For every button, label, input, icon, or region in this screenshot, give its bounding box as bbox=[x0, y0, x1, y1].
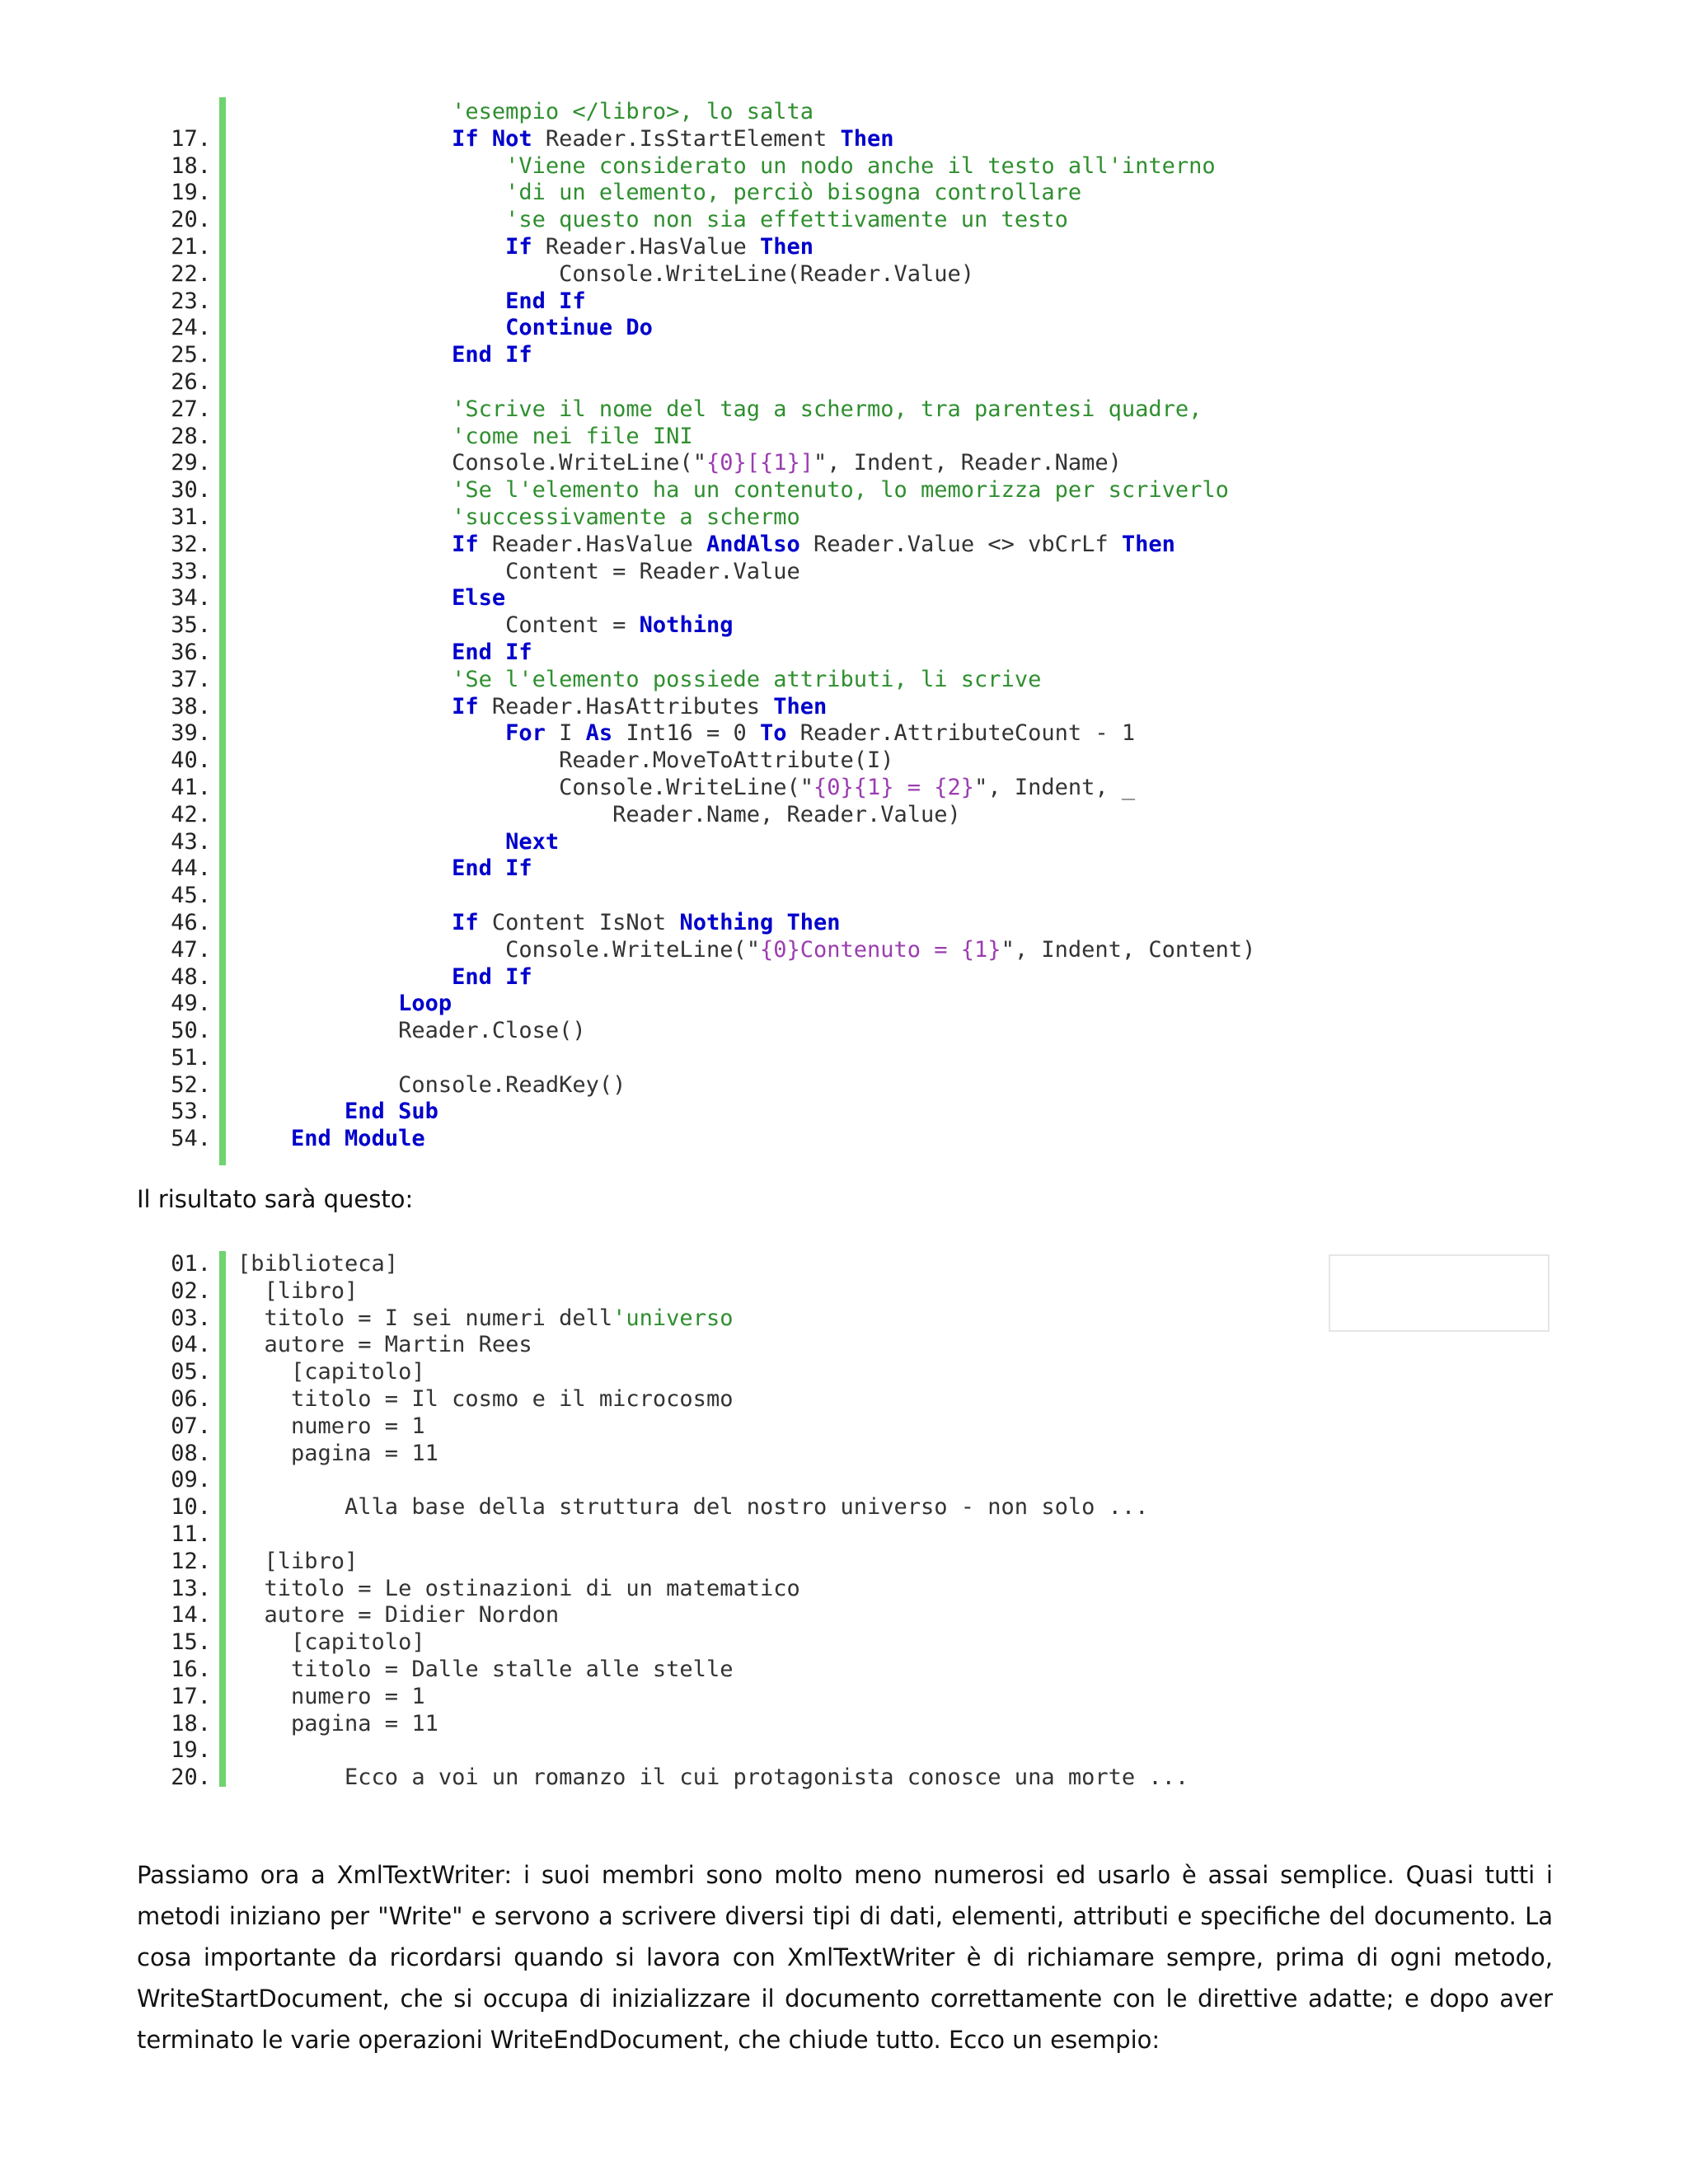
code-token: Reader.Close() bbox=[398, 1018, 586, 1044]
code-line bbox=[132, 828, 560, 856]
line-number: 51. bbox=[171, 1044, 211, 1071]
line-number: 18. bbox=[171, 152, 211, 179]
code-line bbox=[132, 1385, 734, 1413]
code-text bbox=[237, 126, 894, 153]
code-text bbox=[237, 1413, 425, 1441]
code-token: Nothing Then bbox=[679, 909, 841, 935]
code-text bbox=[237, 1711, 438, 1738]
code-text bbox=[237, 424, 693, 451]
code-token bbox=[237, 1099, 345, 1124]
code-line bbox=[132, 1099, 438, 1126]
code-token: 'di un elemento, perciò bisogna controllare bbox=[505, 180, 1082, 206]
line-number: 36. bbox=[171, 639, 211, 665]
code-text bbox=[237, 937, 1255, 964]
line-number: 46. bbox=[171, 909, 211, 935]
code-block-1 bbox=[132, 99, 1256, 1153]
code-token bbox=[237, 477, 452, 503]
code-line bbox=[132, 260, 975, 288]
code-line bbox=[132, 152, 1216, 180]
code-token: For bbox=[505, 720, 546, 747]
code-block-2-bar bbox=[219, 1251, 226, 1787]
code-line bbox=[132, 855, 532, 883]
code-line bbox=[132, 1277, 359, 1305]
code-text bbox=[237, 1441, 438, 1468]
code-token: ", Indent, Reader.Name) bbox=[814, 450, 1122, 476]
code-token bbox=[237, 180, 505, 205]
code-line bbox=[132, 1413, 425, 1441]
code-line bbox=[132, 666, 1042, 694]
code-token: Next bbox=[505, 828, 560, 855]
code-text bbox=[237, 153, 1216, 180]
code-token: 'esempio </libro>, lo salta bbox=[452, 99, 814, 124]
code-text bbox=[237, 1018, 586, 1045]
code-token: Reader.HasValue bbox=[532, 233, 760, 260]
code-text bbox=[237, 612, 733, 640]
line-number: 12. bbox=[171, 1548, 211, 1574]
code-token bbox=[237, 288, 505, 314]
code-token: Console.WriteLine(" bbox=[505, 936, 760, 963]
code-token bbox=[237, 1018, 398, 1043]
code-token bbox=[237, 450, 452, 476]
code-token bbox=[237, 667, 452, 692]
code-token: titolo = Le ostinazioni di un matematico bbox=[237, 1575, 800, 1601]
code-token: 'successivamente a schermo bbox=[452, 504, 800, 530]
code-line bbox=[132, 748, 894, 775]
code-line bbox=[132, 1710, 438, 1738]
code-token bbox=[237, 937, 505, 963]
code-token: titolo = Dalle stalle alle stelle bbox=[237, 1656, 734, 1682]
code-line bbox=[132, 1332, 532, 1359]
code-line bbox=[132, 720, 1136, 748]
code-token: {0}{1} = {2} bbox=[814, 774, 975, 800]
code-token bbox=[237, 261, 559, 287]
code-text bbox=[237, 1332, 532, 1359]
line-number: 28. bbox=[171, 423, 211, 449]
code-token: End If bbox=[452, 342, 532, 368]
code-line bbox=[132, 1440, 438, 1468]
line-number: 05. bbox=[171, 1359, 211, 1385]
code-text bbox=[237, 1126, 425, 1153]
code-token bbox=[237, 559, 505, 584]
code-token bbox=[237, 694, 452, 719]
code-token: 'Scrive il nome del tag a schermo, tra parentesi quadre, bbox=[452, 396, 1203, 422]
code-line bbox=[132, 1071, 626, 1099]
code-token: End If bbox=[505, 288, 586, 314]
line-number: 03. bbox=[171, 1305, 211, 1331]
code-text bbox=[237, 288, 586, 316]
line-number: 17. bbox=[171, 125, 211, 152]
line-number: 01. bbox=[171, 1251, 211, 1277]
code-token: Int16 = 0 bbox=[612, 720, 760, 747]
code-text bbox=[237, 450, 1122, 477]
code-token: If bbox=[452, 531, 479, 557]
code-token bbox=[237, 153, 505, 179]
line-number: 18. bbox=[171, 1710, 211, 1736]
line-number: 02. bbox=[171, 1277, 211, 1304]
line-number: 52. bbox=[171, 1071, 211, 1098]
code-line bbox=[132, 1737, 211, 1765]
code-token: Then bbox=[1121, 531, 1175, 557]
line-number: 10. bbox=[171, 1494, 211, 1521]
code-text bbox=[237, 694, 827, 721]
code-token: I bbox=[545, 720, 586, 747]
code-line bbox=[132, 423, 693, 451]
code-token: End If bbox=[452, 855, 532, 882]
code-token bbox=[237, 126, 452, 152]
code-token: [capitolo] bbox=[237, 1629, 425, 1656]
code-token: Content IsNot bbox=[478, 909, 680, 935]
code-line bbox=[132, 612, 734, 640]
code-token: If bbox=[505, 233, 532, 260]
code-line bbox=[132, 1045, 211, 1072]
code-line bbox=[132, 1575, 800, 1603]
code-token: titolo = I sei numeri dell bbox=[237, 1305, 613, 1331]
code-line bbox=[132, 369, 211, 396]
code-line bbox=[132, 801, 961, 829]
code-text bbox=[237, 559, 800, 586]
code-token: 'Se l'elemento possiede attributi, li scrive bbox=[452, 666, 1042, 692]
code-token: End Sub bbox=[345, 1099, 438, 1125]
code-token: End If bbox=[452, 963, 532, 990]
code-token: Then bbox=[840, 125, 894, 152]
line-number: 30. bbox=[171, 477, 211, 504]
code-line bbox=[132, 936, 1256, 964]
code-line bbox=[132, 909, 841, 937]
code-line bbox=[132, 639, 532, 667]
code-token: Loop bbox=[398, 991, 452, 1017]
code-text bbox=[237, 396, 1202, 424]
code-token: If bbox=[452, 693, 479, 719]
code-token: 'come nei file INI bbox=[452, 423, 693, 449]
code-text bbox=[237, 1251, 398, 1278]
line-number: 45. bbox=[171, 883, 211, 909]
code-text bbox=[237, 180, 1081, 207]
code-line bbox=[132, 1521, 211, 1549]
code-token: Ecco a voi un romanzo il cui protagonista conosce una morte ... bbox=[237, 1765, 1189, 1791]
code-token bbox=[237, 585, 452, 611]
code-token: {0}Contenuto = {1} bbox=[759, 936, 1001, 963]
code-token: Reader.MoveToAttribute(I) bbox=[559, 748, 894, 774]
code-token bbox=[237, 396, 452, 422]
line-number: 49. bbox=[171, 991, 211, 1017]
code-text bbox=[237, 1386, 733, 1413]
line-number: 19. bbox=[171, 1737, 211, 1764]
code-token: End If bbox=[452, 639, 532, 665]
code-token: Console.WriteLine(Reader.Value) bbox=[559, 260, 975, 287]
code-line bbox=[132, 1359, 425, 1386]
code-text bbox=[237, 1684, 425, 1711]
code-token: autore = Martin Rees bbox=[237, 1332, 532, 1358]
code-token: {0}[{1}] bbox=[706, 450, 814, 476]
code-text bbox=[237, 342, 532, 369]
code-text bbox=[237, 477, 1229, 504]
code-token bbox=[237, 640, 452, 665]
code-text bbox=[237, 1549, 358, 1576]
code-token bbox=[237, 342, 452, 368]
code-text bbox=[237, 1576, 800, 1603]
code-token: [libro] bbox=[237, 1548, 359, 1574]
code-token bbox=[237, 910, 452, 935]
code-token: ", Indent, Content) bbox=[1001, 936, 1256, 963]
code-text bbox=[237, 1305, 733, 1333]
code-token: End Module bbox=[291, 1126, 425, 1152]
line-number: 08. bbox=[171, 1440, 211, 1466]
code-token: Alla base della struttura del nostro universo - non solo ... bbox=[237, 1494, 1149, 1521]
line-number: 04. bbox=[171, 1332, 211, 1358]
code-text bbox=[237, 1765, 1189, 1792]
code-token: If Not bbox=[452, 125, 532, 152]
code-token bbox=[237, 964, 452, 990]
code-token: AndAlso bbox=[706, 531, 800, 557]
body-paragraph: Passiamo ora a XmlTextWriter: i suoi membri sono molto meno numerosi ed usarlo è assai semplice. Quasi tutti i metodi iniziano per "Write" e servono a scrivere diversi tipi di dati, elementi, attributi e specifiche del documento. La cosa importante da ricordarsi quando si lavora con XmlTextWriter è di richiamare sempre, prima di ogni metodo, WriteStartDocument, che si occupa di inizializzare il documento correttamente con le direttive adatte; e dopo aver terminato le varie operazioni WriteEndDocument, che chiude tutto. Ecco un esempio: bbox=[137, 1861, 1553, 2054]
line-number: 19. bbox=[171, 180, 211, 206]
line-number: 31. bbox=[171, 504, 211, 530]
code-token: Console.ReadKey() bbox=[398, 1071, 626, 1098]
code-line bbox=[132, 991, 452, 1018]
code-token bbox=[237, 775, 559, 800]
code-text bbox=[237, 261, 974, 288]
code-token: Reader.HasAttributes bbox=[478, 693, 774, 719]
code-token: pagina = 11 bbox=[237, 1710, 438, 1736]
code-text bbox=[237, 748, 894, 775]
line-number: 20. bbox=[171, 1765, 211, 1791]
code-text bbox=[237, 1657, 733, 1684]
code-token: Then bbox=[759, 233, 814, 260]
code-text bbox=[237, 1278, 358, 1305]
line-number: 25. bbox=[171, 342, 211, 368]
code-token: Reader.HasValue bbox=[478, 531, 706, 557]
code-text bbox=[237, 964, 532, 991]
code-token: titolo = Il cosmo e il microcosmo bbox=[237, 1385, 734, 1412]
line-number: 35. bbox=[171, 612, 211, 639]
code-line bbox=[132, 180, 1082, 207]
code-text bbox=[237, 532, 1175, 559]
code-token: Reader.Name, Reader.Value) bbox=[612, 801, 961, 827]
code-line bbox=[132, 1602, 560, 1629]
code-line bbox=[132, 1683, 425, 1711]
code-line bbox=[132, 504, 800, 532]
code-token: 'universo bbox=[612, 1305, 734, 1331]
code-token: Reader.Value <> vbCrLf bbox=[799, 531, 1122, 557]
line-number: 13. bbox=[171, 1575, 211, 1601]
code-line bbox=[132, 207, 1068, 234]
code-line bbox=[132, 1126, 425, 1153]
line-number: 43. bbox=[171, 828, 211, 855]
code-token bbox=[237, 1072, 398, 1098]
code-token bbox=[237, 855, 452, 881]
code-text bbox=[237, 234, 814, 261]
code-token: [capitolo] bbox=[237, 1359, 425, 1385]
code-text bbox=[237, 1629, 425, 1657]
code-text bbox=[237, 829, 559, 856]
code-line bbox=[132, 585, 506, 612]
code-text bbox=[237, 315, 653, 342]
code-token: Continue Do bbox=[505, 315, 653, 341]
code-line bbox=[132, 1467, 211, 1494]
code-line bbox=[132, 774, 1136, 802]
line-number: 32. bbox=[171, 531, 211, 557]
line-number: 22. bbox=[171, 260, 211, 287]
code-token: autore = Didier Nordon bbox=[237, 1602, 560, 1629]
line-number: 09. bbox=[171, 1467, 211, 1493]
code-token bbox=[237, 748, 559, 773]
line-number: 38. bbox=[171, 693, 211, 719]
code-text bbox=[237, 802, 961, 829]
line-number: 17. bbox=[171, 1683, 211, 1709]
code-text bbox=[237, 910, 841, 937]
line-number: 34. bbox=[171, 585, 211, 612]
code-text bbox=[237, 1072, 626, 1099]
code-text bbox=[237, 1099, 438, 1126]
code-line bbox=[132, 1765, 1189, 1792]
line-number: 29. bbox=[171, 450, 211, 476]
code-line bbox=[132, 233, 814, 261]
code-line bbox=[132, 477, 1229, 504]
code-text bbox=[237, 775, 1135, 802]
empty-frame bbox=[1329, 1254, 1550, 1332]
code-line bbox=[132, 1629, 425, 1657]
code-token bbox=[237, 802, 612, 827]
line-number: 42. bbox=[171, 801, 211, 827]
code-token: As bbox=[585, 720, 613, 747]
code-line bbox=[132, 396, 1203, 424]
code-block-2 bbox=[132, 1251, 1189, 1792]
code-text bbox=[237, 640, 532, 667]
line-number: 53. bbox=[171, 1099, 211, 1125]
code-line bbox=[132, 883, 211, 910]
code-token bbox=[237, 1126, 291, 1151]
code-line bbox=[132, 315, 653, 342]
code-text bbox=[237, 504, 800, 532]
code-text bbox=[237, 1359, 425, 1386]
line-number: 24. bbox=[171, 315, 211, 341]
code-token: Then bbox=[773, 693, 828, 719]
code-text bbox=[237, 667, 1041, 694]
code-token bbox=[237, 424, 452, 449]
code-line bbox=[132, 1656, 734, 1684]
line-number: 20. bbox=[171, 207, 211, 233]
result-label: Il risultato sarà questo: bbox=[137, 1185, 414, 1213]
code-token: pagina = 11 bbox=[237, 1440, 438, 1466]
line-number: 47. bbox=[171, 936, 211, 963]
line-number: 37. bbox=[171, 666, 211, 692]
code-token bbox=[237, 207, 505, 232]
code-line bbox=[132, 1018, 586, 1045]
code-block-1-bar bbox=[219, 97, 226, 1165]
code-text bbox=[237, 585, 505, 612]
line-number: 23. bbox=[171, 288, 211, 314]
code-line bbox=[132, 558, 800, 586]
line-number: 11. bbox=[171, 1521, 211, 1547]
code-token bbox=[237, 720, 505, 746]
code-line bbox=[132, 1251, 399, 1278]
code-token: ", Indent, _ bbox=[974, 774, 1136, 800]
code-token: 'Se l'elemento ha un contenuto, lo memorizza per scriverlo bbox=[452, 477, 1229, 504]
code-token: Reader.AttributeCount - 1 bbox=[786, 720, 1136, 747]
line-number: 16. bbox=[171, 1656, 211, 1682]
code-token bbox=[237, 234, 505, 260]
code-text bbox=[237, 99, 814, 126]
line-number: 14. bbox=[171, 1602, 211, 1629]
code-token: Content = Reader.Value bbox=[505, 558, 800, 584]
code-line bbox=[132, 963, 532, 991]
line-number: 54. bbox=[171, 1126, 211, 1152]
line-number: 50. bbox=[171, 1018, 211, 1044]
line-number: 41. bbox=[171, 774, 211, 800]
code-token: numero = 1 bbox=[237, 1683, 425, 1709]
code-token: [libro] bbox=[237, 1277, 359, 1304]
line-number: 44. bbox=[171, 855, 211, 882]
code-token: Console.WriteLine(" bbox=[452, 450, 706, 476]
code-token: Console.WriteLine(" bbox=[559, 774, 814, 800]
code-text bbox=[237, 720, 1135, 748]
line-number: 40. bbox=[171, 748, 211, 774]
line-number: 39. bbox=[171, 720, 211, 747]
code-token bbox=[237, 991, 398, 1016]
code-token: 'se questo non sia effettivamente un testo bbox=[505, 207, 1068, 233]
code-line bbox=[132, 342, 532, 369]
code-text bbox=[237, 1494, 1148, 1521]
code-line bbox=[132, 531, 1175, 559]
code-token bbox=[237, 504, 452, 530]
code-token: 'Viene considerato un nodo anche il testo all'interno bbox=[505, 152, 1216, 179]
code-token: If bbox=[452, 909, 479, 935]
line-number: 27. bbox=[171, 396, 211, 422]
code-line bbox=[132, 693, 828, 721]
line-number: 26. bbox=[171, 368, 211, 395]
code-line bbox=[132, 1548, 359, 1576]
code-token bbox=[237, 829, 505, 855]
code-token: Content = bbox=[505, 612, 640, 639]
line-number: 15. bbox=[171, 1629, 211, 1656]
code-token: Nothing bbox=[639, 612, 734, 639]
code-line bbox=[132, 288, 586, 316]
line-number: 48. bbox=[171, 963, 211, 990]
code-token bbox=[237, 612, 505, 638]
code-text bbox=[237, 207, 1068, 234]
code-token bbox=[237, 315, 505, 340]
code-token: numero = 1 bbox=[237, 1413, 425, 1439]
code-token: To bbox=[760, 720, 787, 747]
code-line bbox=[132, 450, 1122, 477]
line-number: 07. bbox=[171, 1413, 211, 1439]
code-line bbox=[132, 99, 814, 126]
code-line bbox=[132, 1305, 734, 1333]
line-number: 33. bbox=[171, 558, 211, 584]
code-token bbox=[237, 99, 452, 124]
line-number: 06. bbox=[171, 1385, 211, 1412]
code-token: [biblioteca] bbox=[237, 1251, 399, 1277]
code-line bbox=[132, 125, 894, 153]
code-line bbox=[132, 1494, 1149, 1521]
code-text bbox=[237, 855, 532, 883]
code-text bbox=[237, 991, 452, 1018]
code-token: Reader.IsStartElement bbox=[532, 125, 841, 152]
code-text bbox=[237, 1602, 559, 1629]
line-number: 21. bbox=[171, 233, 211, 260]
code-token: Else bbox=[452, 585, 506, 612]
code-token bbox=[237, 532, 452, 557]
